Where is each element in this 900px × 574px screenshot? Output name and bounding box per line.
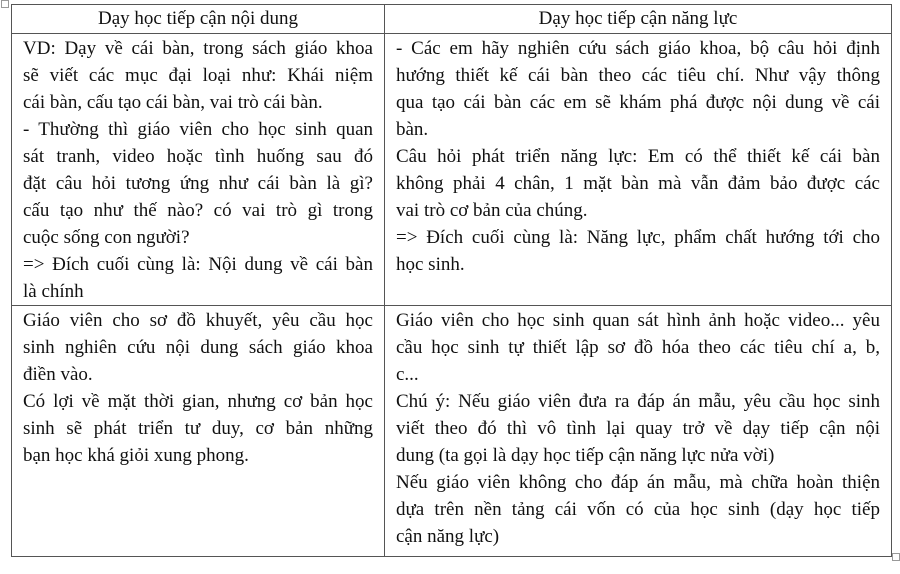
paragraph [396, 469, 880, 550]
text-line: Chú ý: Nếu giáo viên đưa ra đáp án mẫu, yêu cầu học sinh [396, 391, 880, 412]
text-line: Câu hỏi phát triển năng lực: Em có thể thiết kế cái bàn [396, 146, 880, 167]
paragraph [396, 35, 880, 143]
text-line: điền vào. [23, 364, 93, 385]
text-line: sát tranh, video hoặc tình huống sau đó [23, 146, 373, 167]
header-content-approach: Dạy học tiếp cận nội dung [12, 5, 385, 34]
paragraph [396, 388, 880, 469]
text-line: => Đích cuối cùng là: Nội dung về cái bàn [23, 254, 373, 275]
paragraph [23, 251, 373, 305]
text-line: cận năng lực) [396, 526, 500, 547]
table-cell [12, 306, 385, 557]
paragraph [23, 35, 373, 116]
table-cell [385, 306, 892, 557]
text-line: bạn học khá giỏi xung phong. [23, 445, 249, 466]
text-line: vai trò cơ bản của chúng. [396, 200, 588, 221]
text-line: đặt câu hỏi tương ứng như cái bàn là gì? [23, 173, 373, 194]
text-line: cái bàn, cấu tạo cái bàn, vai trò cái bàn. [23, 92, 323, 113]
text-line: - Các em hãy nghiên cứu sách giáo khoa, bộ câu hỏi định [396, 38, 880, 59]
text-line: bàn. [396, 119, 429, 140]
text-line: cuộc sống con người? [23, 227, 190, 248]
text-line: sinh nghiên cứu nội dung sách giáo khoa [23, 337, 373, 358]
text-line: VD: Dạy về cái bàn, trong sách giáo khoa [23, 38, 373, 59]
text-line: học sinh. [396, 254, 465, 275]
table-move-handle[interactable] [1, 0, 9, 8]
text-line: cầu học sinh tự thiết lập sơ đồ hóa theo các tiêu chí a, b, [396, 337, 880, 358]
paragraph [396, 307, 880, 388]
text-line: không phải 4 chân, 1 mặt bàn mà vẫn đảm bảo được các [396, 173, 880, 194]
text-line: dung (ta gọi là dạy học tiếp cận năng lực nửa vời) [396, 445, 775, 466]
text-line: dựa trên nền tảng cái vốn có của học sinh (dạy học tiếp [396, 499, 880, 520]
table-row [12, 34, 892, 306]
text-line: Giáo viên cho sơ đồ khuyết, yêu cầu học [23, 310, 373, 331]
text-line: sinh sẽ phát triển tư duy, cơ bản những [23, 418, 373, 439]
table-resize-handle[interactable] [892, 553, 900, 561]
text-line: Có lợi về mặt thời gian, nhưng cơ bản học [23, 391, 373, 412]
text-line: Nếu giáo viên không cho đáp án mẫu, mà chữa hoàn thiện [396, 472, 880, 493]
text-line: sẽ viết các mục đại loại như: Khái niệm [23, 65, 373, 86]
text-line: cấu tạo như thế nào? có vai trò gì trong [23, 200, 373, 221]
table-row [12, 306, 892, 557]
text-line: hướng thiết kế cái bàn theo các tiêu chí. Như vậy thông [396, 65, 880, 86]
table-cell [385, 34, 892, 306]
table-cell [12, 34, 385, 306]
paragraph [23, 388, 373, 469]
text-line: c... [396, 364, 419, 385]
paragraph [23, 116, 373, 251]
text-line: là chính [23, 281, 84, 302]
comparison-table [11, 4, 892, 557]
paragraph [396, 224, 880, 278]
paragraph [396, 143, 880, 224]
text-line: Giáo viên cho học sinh quan sát hình ảnh hoặc video... yêu [396, 310, 880, 331]
text-line: => Đích cuối cùng là: Năng lực, phẩm chất hướng tới cho [396, 227, 880, 248]
text-line: - Thường thì giáo viên cho học sinh quan [23, 119, 373, 140]
text-line: viết theo đó thì vô tình lại quay trở về dạy tiếp cận nội [396, 418, 880, 439]
header-competency-approach: Dạy học tiếp cận năng lực [385, 5, 892, 34]
paragraph [23, 307, 373, 388]
header-row [12, 5, 892, 34]
text-line: qua tạo cái bàn các em sẽ khám phá được nội dung về cái [396, 92, 880, 113]
